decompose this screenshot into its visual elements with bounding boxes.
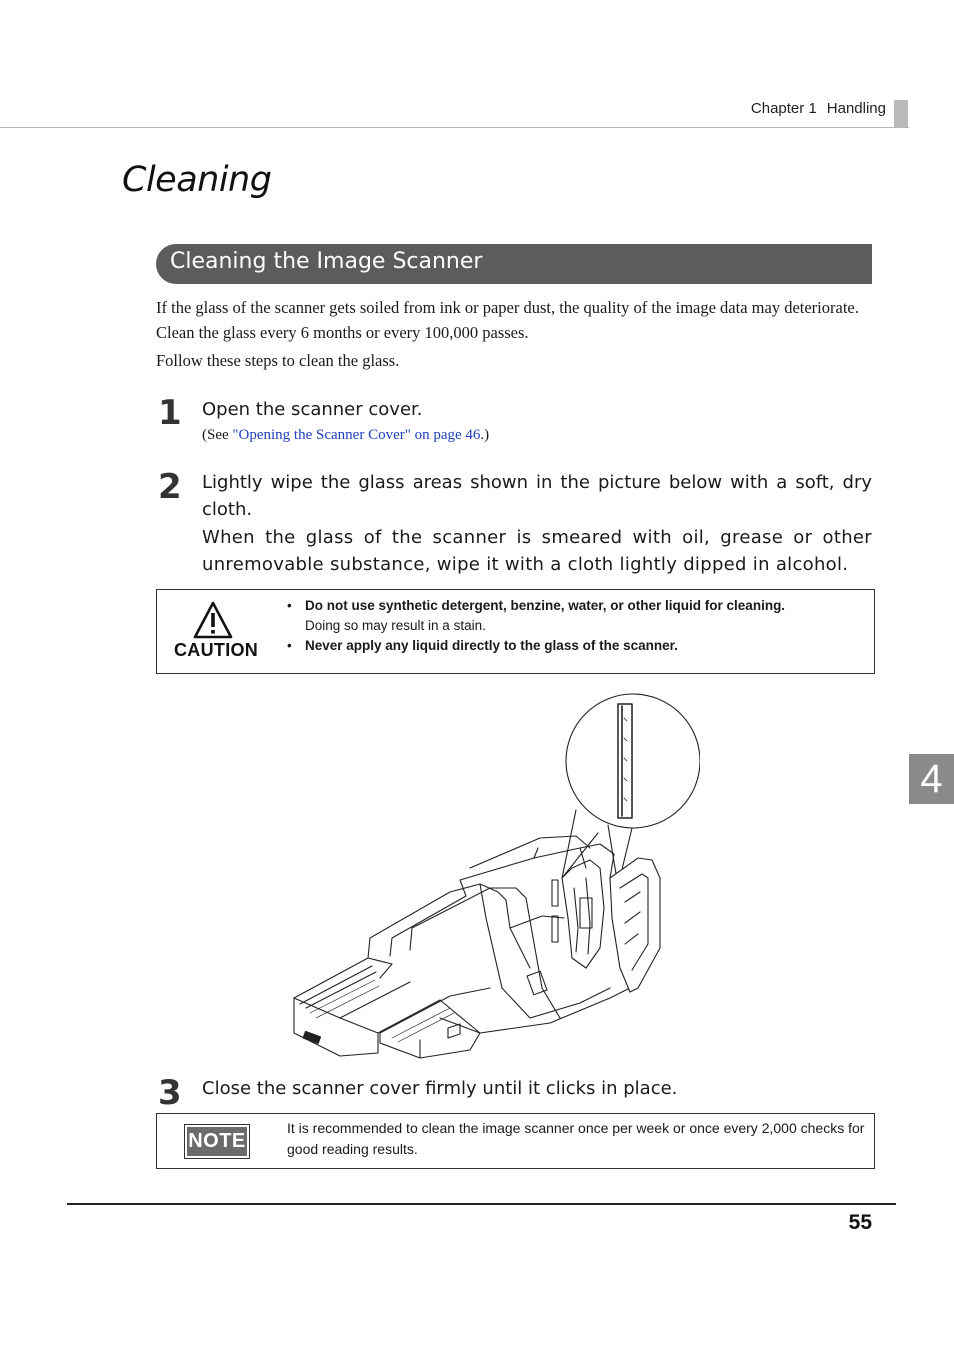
note-badge [184,1124,250,1159]
chapter-tab: 4 [909,754,954,804]
reference-suffix: .) [480,427,490,443]
step-text-3: Close the scanner cover firmly until it clicks in place. [202,1078,678,1099]
scanner-illustration [280,688,700,1068]
caution-item [287,636,867,656]
step-1-reference [202,424,489,446]
caution-item [287,596,867,636]
header-tab-marker [894,100,908,128]
caution-label: CAUTION [174,640,259,660]
step-subtext-2: When the glass of the scanner is smeared with oil, grease or other unremovable substance, wipe it with a cloth lightly dipped in alcohol. [202,527,872,575]
step-text-1: Open the scanner cover. [202,399,423,420]
intro-paragraph: If the glass of the scanner gets soiled from ink or paper dust, the quality of the image data may deteriorate. Clean the glass every 6 months or every 100,000 passes. [156,298,859,342]
section-header-bar [156,244,872,284]
header-section: Handling [826,100,886,117]
caution-item-subtext: Doing so may result in a stain. [305,618,486,633]
page-title: Cleaning [122,160,272,200]
header-chapter: Chapter 1 [750,100,817,117]
magnified-glass-callout [566,694,700,828]
note-label: NOTE [187,1127,247,1156]
footer-divider [67,1203,896,1205]
caution-item-text: Do not use synthetic detergent, benzine, water, or other liquid for cleaning. [305,598,786,613]
opening-scanner-cover-link[interactable]: "Opening the Scanner Cover" on page 46 [232,427,481,443]
step-number-2: 2 [158,467,182,507]
caution-item-text: Never apply any liquid directly to the glass of the scanner. [305,638,678,653]
header-divider [0,127,909,128]
step-text-2: Lightly wipe the glass areas shown in the picture below with a soft, dry cloth. [202,472,872,520]
section-title: Cleaning the Image Scanner [170,249,483,274]
note-box [156,1113,875,1169]
running-header [741,100,886,117]
warning-triangle-icon [193,600,233,640]
follow-paragraph: Follow these steps to clean the glass. [156,351,400,370]
reference-prefix: (See [202,427,233,443]
page-number: 55 [848,1211,872,1234]
note-text: It is recommended to clean the image scanner once per week or once every 2,000 checks for good reading results. [287,1120,865,1157]
step-number-3: 3 [158,1073,182,1113]
caution-list [287,596,867,656]
caution-box [156,589,875,674]
step-number-1: 1 [158,393,182,433]
